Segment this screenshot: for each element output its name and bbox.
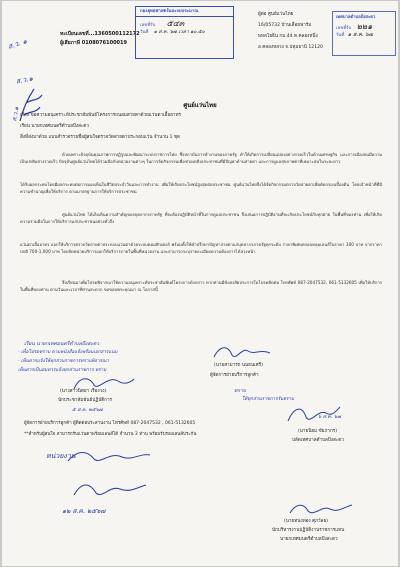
municipality-stamp-number — [333, 21, 395, 32]
signer-title: ผู้จัดการฝ่ายบริการลูกค้า — [210, 373, 259, 378]
remark-line: **สำหรับผู้สนใจ สามารถรับแว่นตาพร้อมเลนส์ได้ จำนวน 3 ท่าน พร้อมรับรองเลนส์ประกัน — [24, 432, 197, 437]
recipient-line: เรียน นายกเทศมนตรีตำบลบึงสะตว — [20, 124, 89, 129]
receipt-number-label: เลขที่รับ — [140, 23, 156, 28]
municipality-number-label: เลขที่รับ — [336, 26, 352, 31]
municipality-number-value: ๒๒๑ — [356, 22, 373, 31]
receipt-date-label: วันที่ — [140, 30, 149, 35]
signer-signature — [210, 341, 280, 363]
company-name: ผู้ต่อ ศูนย์แว่นไทย — [258, 12, 294, 17]
handwritten-number-1: ส.ว. ๑ — [7, 37, 28, 51]
municipality-stamp-title: เทศบาลตำบลบึงสะตว — [336, 14, 376, 19]
body-paragraph-2: ได้รับผลกระทบโดยมีผลกระทบต่อการมองเห็นในชีวิตประจำวันและการทำงาน เพื่อให้เกิดประโยชน์สูงสุดต่อประชาชน ศูนย์แว่นไทยจึงได้จัดกิจกรรมตรวจวัดสายตาเพื่อคัดกรองเบื้องต้น โดยเจ้าหน้าที่ที่มีความชำนาญเพื่อให้บริการ ตามมาตรฐานการให้บริการประชาชน — [20, 182, 382, 195]
municipality-date-value: ๑ ส.ค. ๖๗ — [347, 32, 373, 38]
receipt-date-value: ๑ ส.ค. ๖๗ เวลา ๑๐.๕๐ — [153, 29, 205, 35]
address-line-2: พหลโยธิน กม.44 ต.คลองหนึ่ง — [258, 34, 318, 39]
bottom-right-title-1: นักบริหารงานปฏิบัติงานราชการแทน — [272, 528, 345, 533]
contact-line: ผู้จัดการฝ่ายบริการลูกค้า ผู้ติดต่อประสานงาน โทรศัพท์ 087-2047532 , 061-5132605 — [24, 421, 196, 426]
note-mid-line-2: ให้ทุกส่วนราชการรับทราบ — [242, 397, 294, 402]
receipt-stamp-date — [136, 29, 233, 36]
municipality-stamp — [332, 11, 396, 56]
municipality-date-label: วันที่ — [336, 33, 345, 38]
bottom-left-signature-1 — [64, 447, 154, 467]
note-left-title: นักประชาสัมพันธ์ปฏิบัติการ — [58, 398, 113, 403]
address-line-1: 16/05732 บ้านเลื่อยฟาร์ม — [258, 23, 312, 28]
note-mid-line-1: ทราบ — [234, 388, 246, 394]
handwritten-number-3: ส.ว.๑ — [11, 106, 21, 122]
document-page — [2, 1, 398, 566]
bottom-right-signature — [286, 499, 356, 519]
receipt-number-value: ๕๔๓ — [166, 19, 185, 28]
note-left-name: (นางสาวนิตยา เรืองวง) — [60, 389, 107, 394]
note-left-line-2: - เพื่อโปรดทราบ ตามหนังสือแจ้งพร้อมเอกสารแนบ — [18, 350, 118, 355]
enclosure-line: สิ่งที่ส่งมาด้วย แบบสำรวจรายชื่อผู้สนใจตรวจวัดสายตาประกอบแว่น จำนวน 1 ชุด — [20, 135, 180, 140]
body-paragraph-3: ศูนย์แว่นไทย ได้เล็งเห็นความสำคัญของบุคลากรภาครัฐ ที่จะต้องปฏิบัติหน้าที่ในการดูแลประชาชน จึงเสนอการปฏิบัติงานที่จะเกิดประโยชน์กับทุกฝ่าย ในพื้นที่ของท่าน เพื่อให้เกิดความร่วมมือในการให้บริการแก่ประชาชนอย่างทั่วถึง — [20, 212, 382, 225]
address-line-3: อ.คลองหลวง จ.ปทุมธานี 12120 — [258, 45, 323, 50]
receipt-stamp — [135, 6, 234, 59]
bottom-right-name: (นายทนงทอง ศุภวัลย) — [284, 519, 328, 524]
bottom-left-label: หน่วยงาน — [46, 452, 76, 460]
receipt-stamp-title: กองยุทธศาสตร์และงบประมาณ — [136, 7, 233, 17]
taxpayer-id: ผู้เสียภาษี 0108076100019 — [60, 40, 127, 46]
document-title: ศูนย์แว่นไทย — [183, 102, 217, 109]
note-mid-title: ปลัดเทศบาลตำบลบึงสะตว — [292, 438, 344, 443]
tax-id-label: ทะเบียนเลขที่...1360500112172 — [60, 31, 140, 37]
note-left-line-3: - เห็นควรแจ้งให้ทุกส่วนราชการทราบพิจารณา — [18, 359, 109, 364]
subject-line: เรื่อง ขอความอนุเคราะห์ประชาสัมพันธ์โครงการถนอมสายตาด้วยแว่นตาเอื้ออาทร — [20, 113, 181, 118]
note-left-date: ๕ ส.ค. ๒๕๖๗ — [72, 407, 103, 413]
bottom-left-signature-2 — [68, 479, 150, 501]
bottom-right-title-2: นายกเทศมนตรีตำบลบึงสะตว — [280, 537, 338, 542]
body-paragraph-5: จึงเรียนมาเพื่อโปรดพิจารณาให้ความอนุเคราะห์ประชาสัมพันธ์โครงการดังกล่าว หากท่านมีข้อสงสัยประการใดโปรดติดต่อ โทรศัพท์ 087-2047532, 061-5132605 เพื่อให้บริการในพื้นที่ของท่าน ตามวันและเวลาที่ท่านสะดวก ขอขอบพระคุณมา ณ โอกาสนี้ — [20, 280, 382, 293]
bottom-left-date: ๑๒ ส.ค. ๒๕๖๗ — [62, 507, 106, 515]
note-mid-date: ๖ ส.ค. ๖๗ — [318, 414, 341, 420]
note-mid-name: (นายนิยม ขัยภากร) — [298, 429, 338, 434]
signer-name: (นายสามารถ นนธนเศรี) — [214, 363, 263, 368]
body-paragraph-4: แว่นตาเอื้ออาทร ออกให้บริการตรวจวัดสายตาประกอบแว่นตาด้วยระบบคอมพิวเตอร์ พร้อมทั้งให้คำปรึกษาปัญหาสายตาแก่บุคลากรภาครัฐทุกระดับ ราคาพิเศษครอบคลุมเลนส์ในราคา 300 บาท จากราคาปกติ 700-1,000 บาท โดยจัดหน่วยบริการออกให้บริการภายในพื้นที่หน่วยงาน และสามารถระบุรายละเอียดความต้องการได้ล่วงหน้า — [20, 242, 382, 255]
body-paragraph-1: ด้วยเพราะปัจจุบันคุณภาพการปฏิรูปและพัฒนาระบบราชการไทย ซึ่งสถาบันการทำงานของภาครัฐ ทำให้เกิดการเปลี่ยนแปลงอย่างรวดเร็วในด้านเศรษฐกิจ และการเมืองจนมีความเป็นปกติอย่างรวดเร็ว ปัจจุบันศูนย์แว่นไทยได้ร่วมมือกับหน่วยงานต่างๆ ในการจัดกิจกรรมเพื่อช่วยเหลือประชาชนที่มีปัญหาด้านสายตา และการดูแลสุขภาพตาที่เหมาะสมในระยะยาว — [20, 152, 382, 165]
note-left-line-4: เห็นควรเป็นสมควรแจ้งทุกส่วนราชการ ทราบ — [18, 368, 107, 373]
note-left-line-1: เรียน นายกเทศมนตรีตำบลบึงสะตว — [24, 341, 100, 347]
municipality-stamp-date — [333, 32, 395, 39]
receipt-stamp-number — [136, 17, 233, 29]
handwritten-number-2: ส.ว.๑ — [15, 74, 34, 86]
